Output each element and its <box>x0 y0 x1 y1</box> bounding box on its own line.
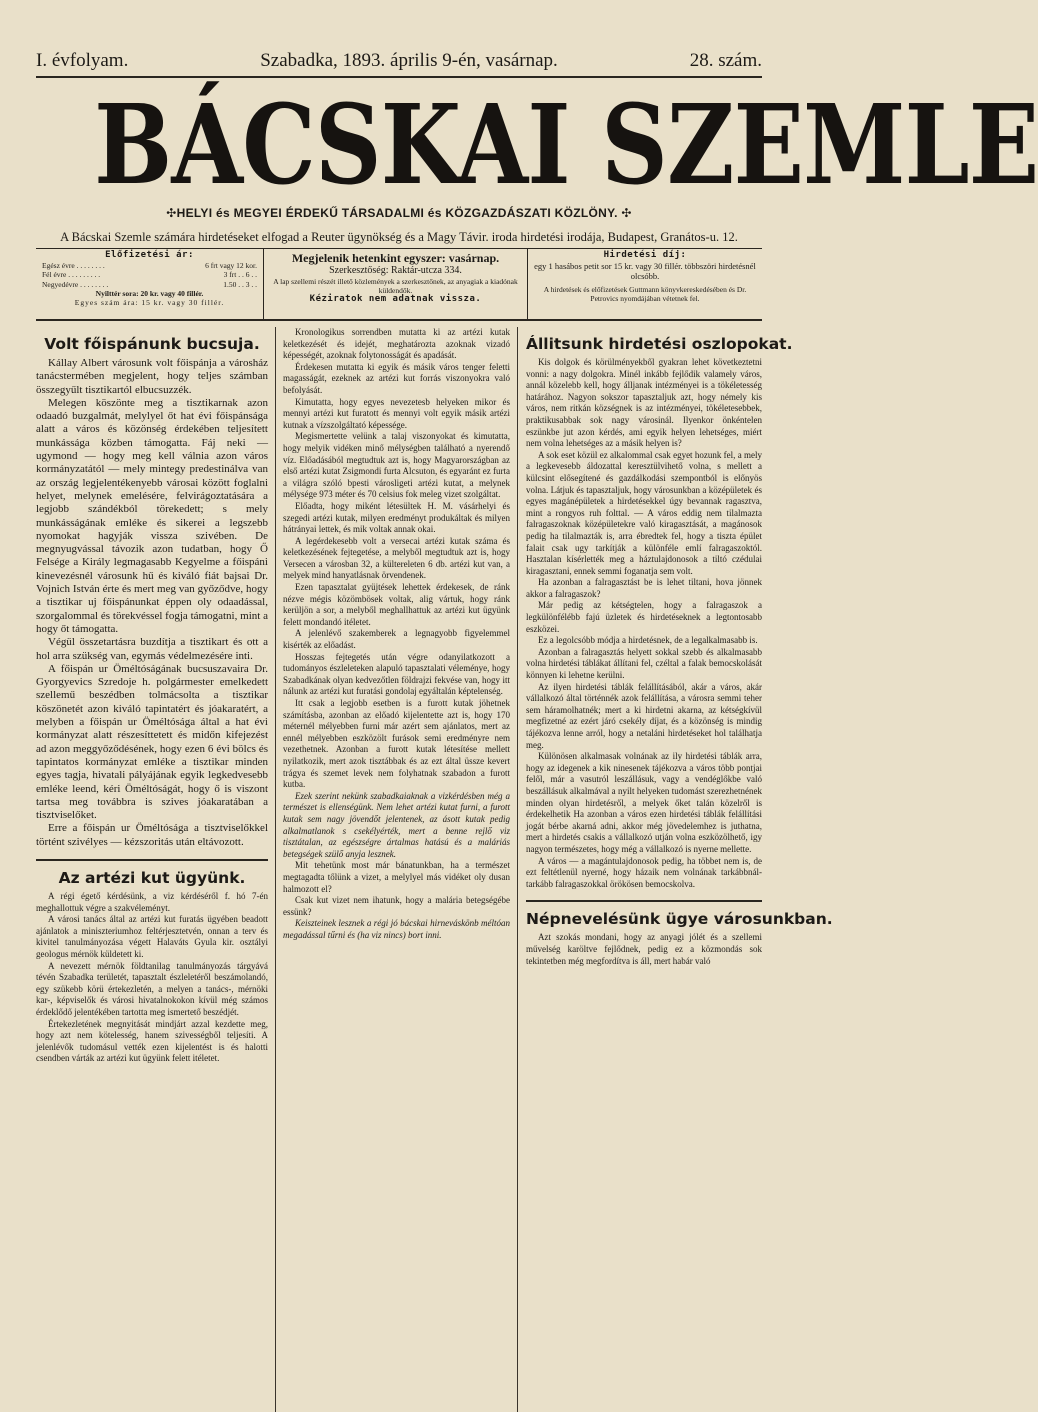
top-rule <box>36 76 762 78</box>
price-row: Fél évre . . . . . . . . . 3 frt . . 6 . . <box>42 270 257 280</box>
paragraph: A nevezett mérnök földtanilag tanulmányozás tárgyává tévén Szabadka területét, tapasztalt észleletéről beszámolandó, egy szükebb körü értekezletén, a melyen a tanács-, mérnöki kar-, képviselők és városi hivatalnokokon kívül még számos érdeklődő jelentékében tartotta meg ismertető beszédjét. <box>36 960 268 1017</box>
agency-line: A Bácskai Szemle számára hirdetéseket elfogad a Reuter ügynökség és a Magy Távir. iroda hirdetési irodája, Budapest, Granátos-u. 12. <box>60 230 738 244</box>
editorial-note: A lap szellemi részét illető közlemények a szerkesztőnek, az anyagiak a kiadónak küldendők. <box>273 277 518 296</box>
paragraph: A jelenlévő szakemberek a legnagyobb figyelemmel kisérték az előadást. <box>283 628 510 651</box>
paragraph: Kis dolgok és körülményekből gyakran lehet következtetni vonni: a nagy dolgokra. Minél inkább fejlődik valamely város, annál közelebb kell, hogy álljanak intézményei is a tökéletesség határához. Nagyon sokszor tapasztaljuk azt, hogy némely kis város, nem ritkán községnek is az intézményei, tökéletesebbek, praktikusabbak sok nagy városinál. Ilyenkor önkéntelen eszünkbe jut azon kérdés, ami egyik helyen lehetséges, miért nem volna lehetséges az a másik helyen is? <box>526 357 762 449</box>
paragraph: Ezek szerint nekünk szabadkaiaknak a vizkérdésben még a természet is ellenségünk. Nem lehet artézi kutat furni, a furott kutak sem nagy jövendőt jelentenek, az ásott kutak pedig alkalmatlanok s csekélyérték, mert a benne rejlő viz tisztátalan, az egészségre ártalmas hatású és a maláriás betegségek szülő anyja lesznek. <box>283 790 510 859</box>
paragraph: Már pedig az kétségtelen, hogy a falragaszok a legkülönfélébb fajú üzletek és hirdetéseknek a legtontosabb eszközei. <box>526 600 762 634</box>
paragraph: A főispán ur Öméltóságának bucsuszavaira Dr. Gyorgyevics Szredoje h. polgármester emelkedett szellemű beszédben tolmácsolta a tisztikar köszönetét azon kiváló tapintatért és jóakaratért, a melyben a főispán ur Öméltósága által a hat évi kormányzat alatt részesíttetett és midőn kifejezést ad azon meggyőződésének, hogy ezen 6 évi bölcs és tapintatos kormányzat emléke a tisztikar minden egyes tagja, hivatali pályájának egyik legkedvesebb emléke leend, kéri Öméltóságát, hogy ő is viszont tartsa meg továbbra is szives jóakaratában a tisztviselőket. <box>36 662 268 822</box>
ads-title: Hirdetési díj: <box>603 250 687 260</box>
article-columns <box>36 327 833 1412</box>
paragraph: Itt csak a legjobb esetben is a furott kutak jöhetnek számításba, azonban az előadó kijelentette azt is, hogy 170 méternél mélyebben furni már azért sem ajánlatos, mert az ennél mélyebben eszközölt furások semi eredményre nem vezethetnek. Azonban a furott kutak létesítése mellett nyilatkozik, mert azok tisztábbak és az ezt által üssze kevert trágya és szemet levek nem folyhatnak szabadon a furott kutba. <box>283 698 510 790</box>
article-title: Népnevelésünk ügye városunkban. <box>526 910 833 929</box>
paragraph: Azt szokás mondani, hogy az anyagi jólét és a szellemi művelség karöltve fejlődnek, pedig ez a közmondás sok tekintetben még megfordítva is áll, mert habár való <box>526 932 762 966</box>
paragraph: Az ilyen hirdetési táblák felállításából, akár a város, akár vállalkozó által történnék azok felállítása, a városra semmi teher sem háramolhatnék; mert a ki hirdetni akarna, az kétségkívül megfizetné az ezért járó csekély díjat, és a közönség is mindig tájékozva lenne arról, hogy a netaláni hirdetéseket hol találhatja meg. <box>526 681 762 750</box>
single-issue-price: Egyes szám ára: 15 kr. vagy 30 fillér. <box>74 298 225 308</box>
paragraph: Különösen alkalmasak volnának az ily hirdetési táblák arra, hogy az idegenek a kik ninesenek tájékozva a város több pontjai felől, már a vasutról leszállásuk, vagy a vendéglőkbe való beszállásuk alkalmával a nyilt helyeken tudomást szerezhetnének minden olyan hirdetésről, a melyek őket talán közelről is érdekelhetik Ha azonban a város ezen hirdetési táblák felállítási jogát bérbe akarná adni, akkor még jövedelemhez is juthatna, mert a hirdetés csakis a vállalkozó utján volna eszközölhető, igy nagyon természetes, hogy még a vállalkozó is nyerne mellette. <box>526 751 762 854</box>
ad-rates-box <box>528 249 762 319</box>
paragraph: Kimutatta, hogy egyes nevezetesb helyeken mikor és mennyi artézi kut furatott és mennyi volt egyik másik artézi kutnak a vízszolgáltató képessége. <box>283 396 510 430</box>
masthead-subtitle: ✣HELYI és MEGYEI ÉRDEKŰ TÁRSADALMI és KÖZGAZDÁSZATI KÖZLÖNY. ✣ <box>166 206 632 220</box>
article-title: Volt főispánunk bucsuja. <box>44 335 260 353</box>
prices-title: Előfizetési ár: <box>105 250 194 260</box>
masthead-title: BÁCSKAI SZEMLE <box>94 80 1038 209</box>
paragraph: Csak kut vizet nem ihatunk, hogy a malária betegségébe essünk? <box>283 895 510 917</box>
nyiltter-price: Nyilttér sora: 20 kr. vagy 40 fillér. <box>95 288 204 298</box>
paragraph: A sok eset közül ez alkalommal csak egyet hozunk fel, a mely a legkevesebb áldozattal keresztülvihető volna, s mellett a külcsint elősegítené és gazdálkodási szempontból is előnyös volna. Látjuk és tapasztaljuk, hogy városunkban a középületek és egyes magánépületek a hirdetésekkel úgy bevannak ragasztva, mint a rongyos ruh folttal. — A város eddig nem tilalmazta falragaszoknak középületekre való kiragasztását, a magánosok pedig ha tilalmazták is, arra ébredtek fel, hogy a tiszta épület falait csak ugy tarkítják a különféle emlí falragaszoktól. Hasztalan kísérlették meg a háztulajdonosok a tiltó czédulai kiragasztani, ennek semmi foganatja sem volt. <box>526 449 762 576</box>
paragraph: A legérdekesebb volt a versecai artézi kutak száma és keletkezésének fejtegetése, a melyből megtudtuk azt is, hogy Versecen a városban 32, a kültereleten 6 db. artézi kut van, a melyek mind hanyatlásnak örvendenek. <box>283 535 510 581</box>
price-row: Egész évre . . . . . . . . 6 frt vagy 12 kor. <box>42 261 257 271</box>
column-2 <box>276 327 518 1412</box>
paragraph: Érdekesen mutatta ki egyik és másik város tenger feletti magasságát, ezeknek az artézi kut forrás viszonyokra való befolyását. <box>283 361 510 395</box>
article-separator <box>36 859 268 861</box>
paragraph: Végül összetartásra buzdítja a tisztikart és ott a hol arra szükség van, egymás védelmezésére inti. <box>36 636 268 662</box>
paragraph: Ez a legolcsóbb módja a hirdetésnek, de a legalkalmasabb is. <box>538 635 758 646</box>
price-row: Negyedévre . . . . . . . . 1.50 . . 3 . . <box>42 279 257 289</box>
article-separator <box>526 900 762 902</box>
paragraph: Melegen köszönte meg a tisztikarnak azon odaadó buzgalmát, melylyel őt hat évi főispánsága alatt a város és közönség érdekében teljesített munkásságа közben támogatta. Fáj neki — ugymond — hogy meg kell válnia azon város kormányzatától — mely mintegy predestinálva van az ország legjelentékenyebb városai között foglalni helyet, melynek emelésére, felvirágoztatására a legjobb szándékból törekedett; s mely munkásságának emléke és sikerei a legszebb nyomokat hagyják vissza szivében. De megnyugvással távozik azon tudatban, hogy Ő Felsége a Király legmagasabb Kegyelme a főispáni kinevezésnél városunk hű és kiváló fiát bajsai Dr. Vojnich István érte és mert meg van győződve, hogy a tisztikar uj főispánunkat éppen oly odaadással, szorgalommal és törekvéssel fogja támogatni, mint a hogy őt támogatta. <box>36 396 268 635</box>
publication-box <box>264 249 528 319</box>
subscription-box <box>36 249 264 319</box>
ads-note: A hirdetések és előfizetések Guttmann könyvkereskedésében és Dr. Petrovics nyomdájában vétetnek fel. <box>543 285 747 304</box>
paragraph: Mit tehetünk most már bánatunkban, ha a természet megtagadta tőlünk a vizet, a melylyel más vidéket oly dusan halmozott el? <box>283 860 510 894</box>
issue-number: 28. szám. <box>689 50 762 71</box>
paragraph: Keiszteinek lesznek a régi jó bácskai hirneváskönb méltóan megadással tűrni és (ha viz nincs) bort inni. <box>283 918 510 940</box>
paragraph: A városi tanács által az artézi kut furatás ügyében beadott ajánlatok a miniszteriumhoz feltérjesztetvén, onnan a terv és kivitel tanulmányozása végett Halaváts Gyula kir. osztályi geologus mérnök küldetett ki. <box>36 914 268 959</box>
paragraph: Ha azonban a falragasztást be is lehet tiltani, hova jönnek akkor a falragaszok? <box>526 577 762 599</box>
info-box <box>36 248 762 321</box>
paragraph: A régi égető kérdésünk, a viz kérdéséről f. hó 7-én meghallottuk végre a szakvéleményt. <box>36 890 268 913</box>
paragraph: Azonban a falragasztás helyett sokkal szebb és alkalmasabb volna hirdetési táblákat állítani fel, czéltal a falak bemocskolását könnyen ki lehetne kerülni. <box>526 646 762 681</box>
ads-rate: egy 1 hasábos petit sor 15 kr. vagy 30 fillér. többszöri hirdetésnél olcsóbb. <box>534 261 756 282</box>
paragraph: Hosszas fejtegetés után végre odanyilatkozott a tudományos észleleteken alapuló tapasztalati véleménye, hogy Szabadkának olyan kedvezőtlen földrajzi fekvése van, hogy itt nálunk az artézi kut furatási gondolaj egyáltalán képtelenség. <box>283 651 510 697</box>
article-education <box>526 910 833 967</box>
paragraph: Erre a főispán ur Öméltósága a tisztviselőkkel történt szivélyes — kézszoritás után eltávozott. <box>36 822 268 848</box>
paragraph: Megismertette velünk a talaj viszonyokat és kimutatta, hogy melyik vidéken minő mélységben található a nyerendő víz. Előadásából megtudtuk azt is, hogy Magyarországban az első artézi kutat Zsigmondi furta Alcsuton, és egyaránt ez furta a világra szóló bpesti városligeti artézi kutat, a melynek mélysége 973 méter és 70 celsius fok meleg vizet szolgáltat. <box>283 431 510 500</box>
paragraph: Ezen tapasztalat gyüjtések lehettek érdekesek, de ránk nézve mégis közömbösek voltak, alig vártuk, hogy ránk kerüljön a sor, a melyből meghallhattuk az artézi kut ügyünk felett mondandó itéletet. <box>283 582 510 627</box>
column-1 <box>36 327 276 1412</box>
editorial-address: Szerkesztőség: Raktár-utcza 334. <box>329 265 462 276</box>
article-title: Az artézi kut ügyünk. <box>58 868 246 887</box>
volume-label: I. évfolyam. <box>36 50 129 71</box>
paragraph: Kronologikus sorrendben mutatta ki az artézi kutak keletkezését és idejét, meghatározta azoknak vizadó képességét, azoknak folytonosságát és apadását. <box>283 327 510 361</box>
manuscripts-note: Kéziratok nem adatnak vissza. <box>309 294 482 305</box>
paragraph: Értekezletének megnyitását mindjárt azzal kezdette meg, hogy azt nem kötelesség, hanem szivességből teljesíti. A jelenlévők tudomásul vették ezen kijelentést is és halotti csendben várták az artézi kut ügyünk felett itéletet. <box>36 1018 268 1064</box>
paragraph: Előadta, hogy miként létesültek H. M. vásárhelyi és szegedi artézi kutak, milyen eredményt produkáltak és milyen hátrányai lettek, és mik voltak annak okai. <box>283 500 510 535</box>
paragraph: Kállay Albert városunk volt főispánja a városház tanácstermében megjelent, hogy teljes számban összegyűlt tisztikartól elbucsuzzék. <box>36 357 268 396</box>
paragraph: A város — a magántulajdonosok pedig, ha többet nem is, de ezt feltétlenül nyerné, hogy házaik nem volnának tarkábbnál-tarkább falragaszokkal örökösen bemocskolva. <box>526 855 762 889</box>
appears-line: Megjelenik hetenkint egyszer: vasárnap. <box>291 251 500 265</box>
dateline: Szabadka, 1893. április 9-én, vasárnap. <box>260 50 558 71</box>
column-3 <box>518 327 833 1412</box>
issue-line <box>36 0 762 72</box>
article-artesian-well <box>36 869 268 1065</box>
article-title: Állitsunk hirdetési oszlopokat. <box>526 335 793 353</box>
